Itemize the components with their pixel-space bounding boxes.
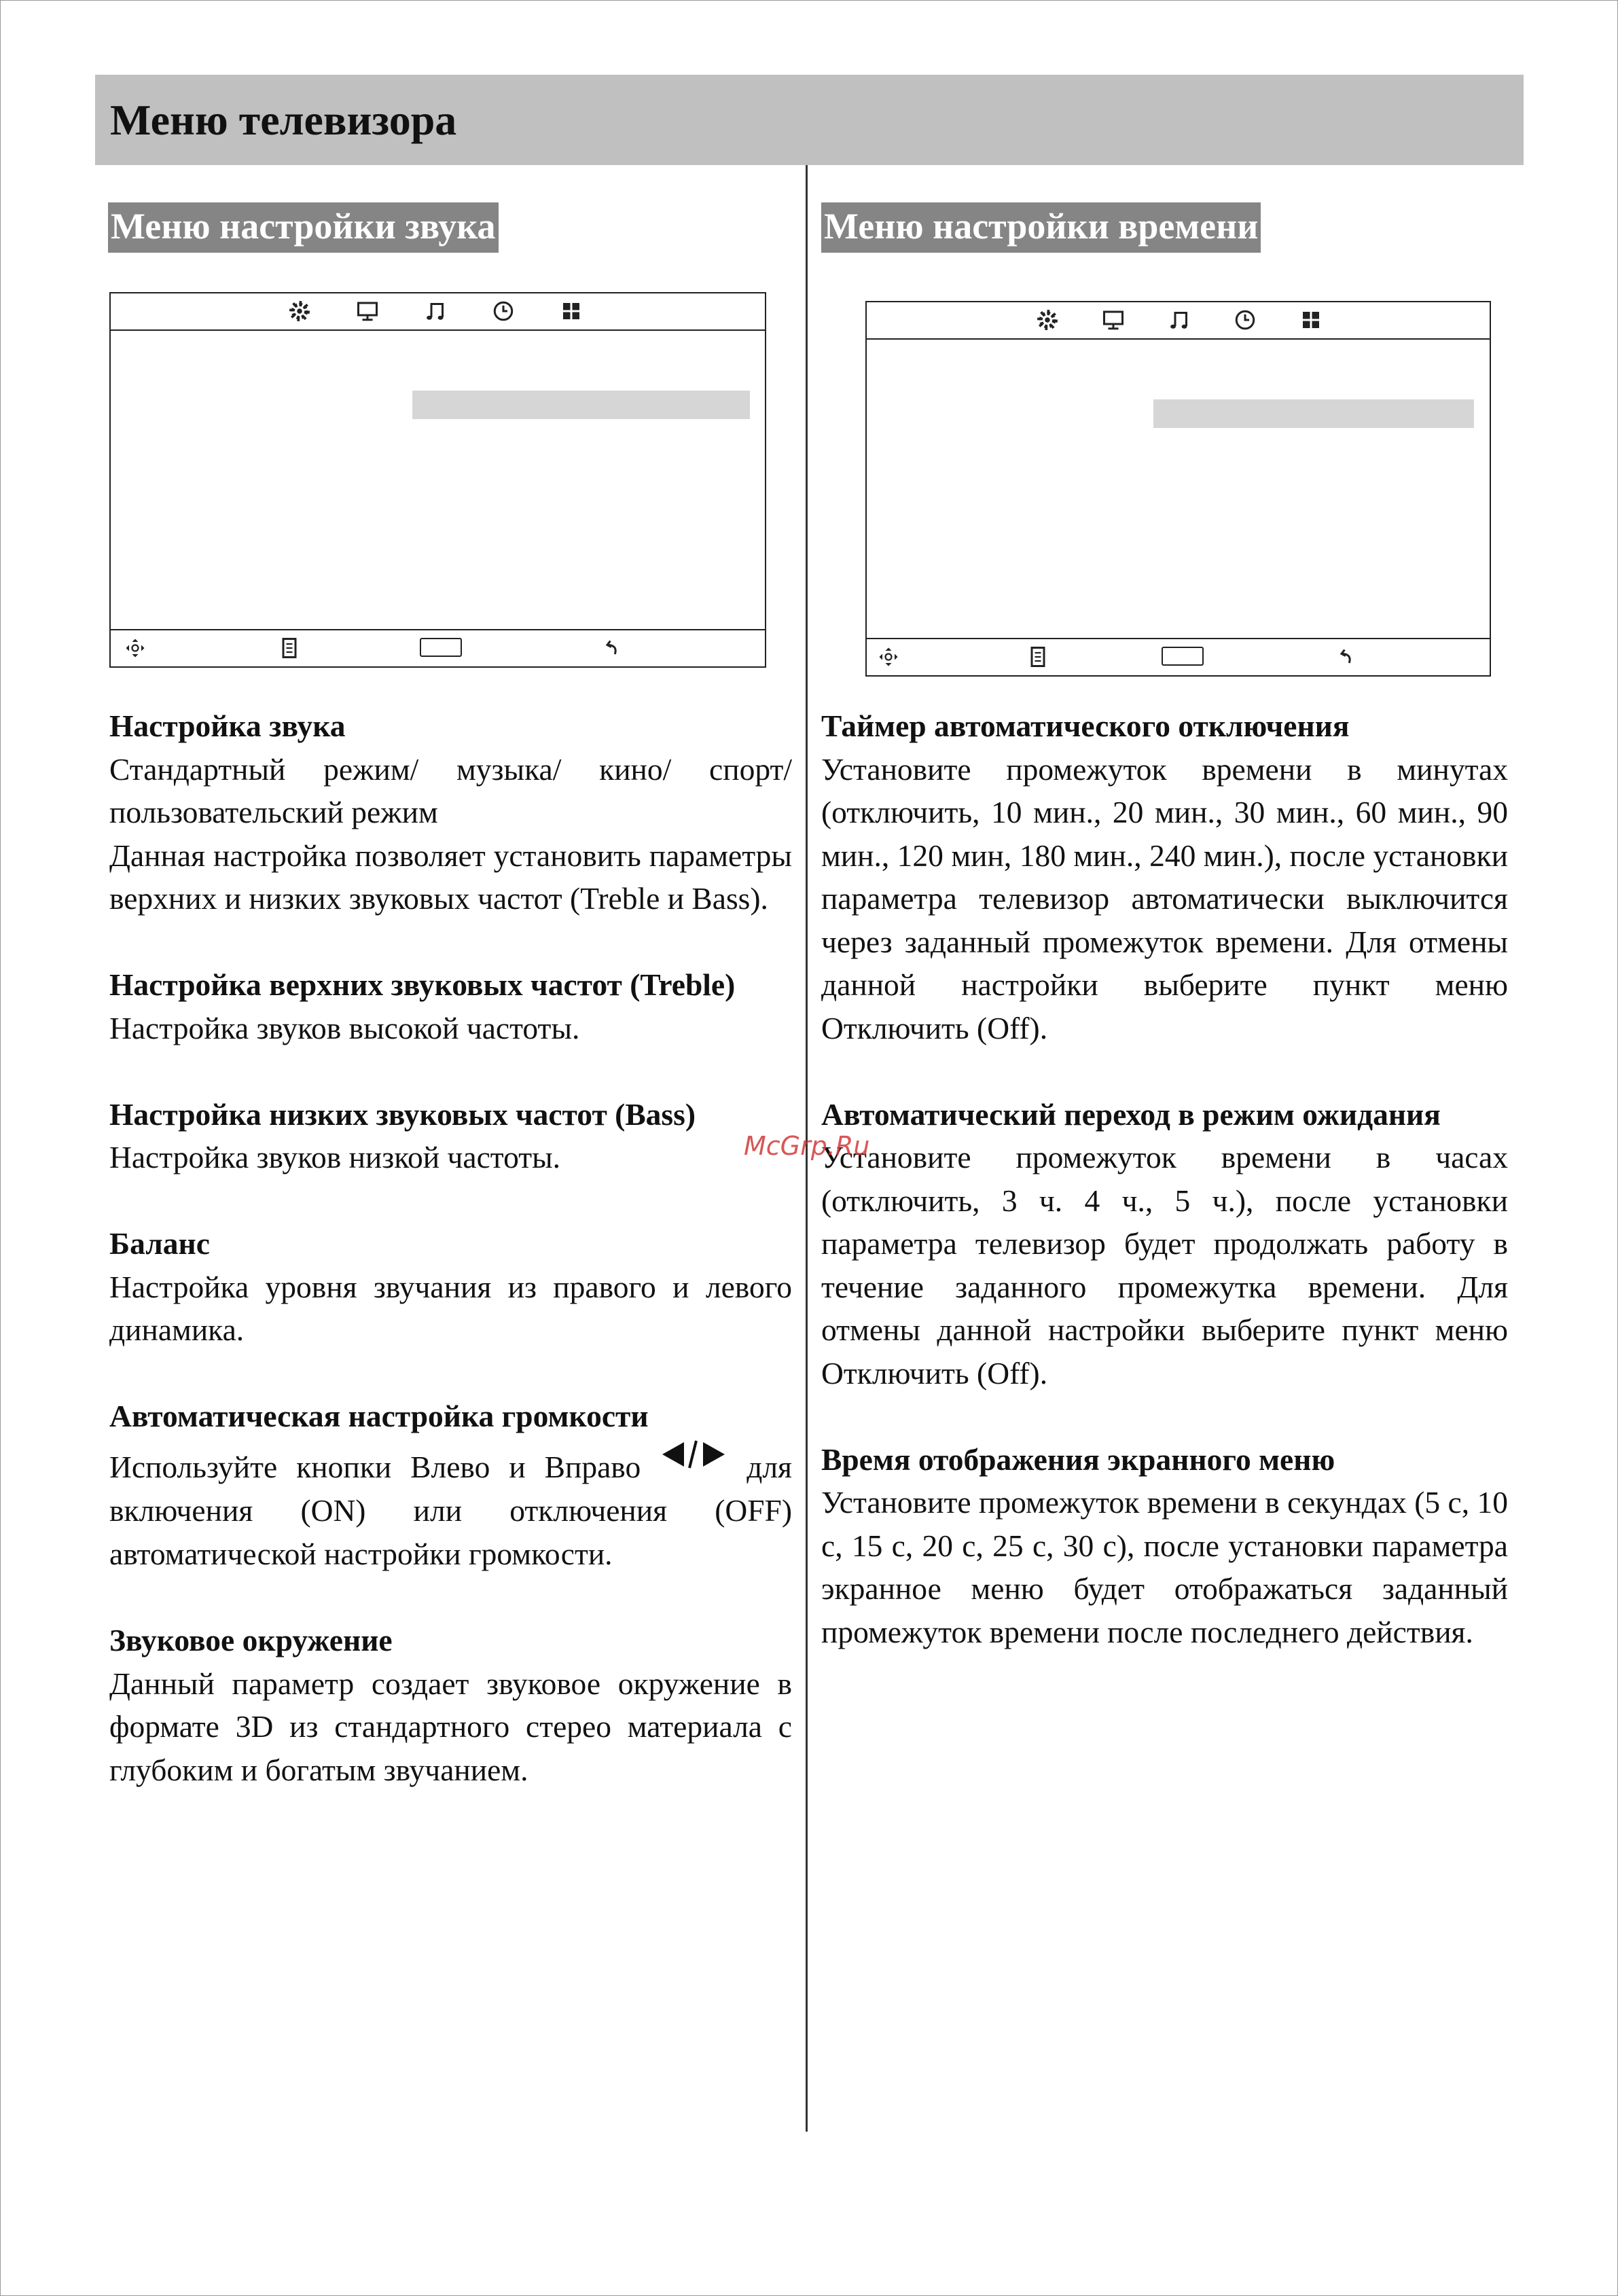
left-right-arrows-icon — [660, 1438, 727, 1471]
section-body: Настройка звуков высокой частоты. — [109, 1010, 580, 1045]
auto-volume-description — [109, 1438, 792, 1576]
time-menu-diagram — [865, 301, 1491, 677]
menu-icon — [1026, 645, 1050, 669]
section-heading: Настройка звука — [109, 708, 346, 743]
section-heading: Настройка низких звуковых частот (Bass) — [109, 1096, 696, 1132]
section-heading: Таймер автоматического отключения — [821, 708, 1350, 743]
section-body: Данный параметр создает звуковое окружение в формате 3D из стандартного стерео материала с глубоким и богатым звучанием. — [109, 1666, 792, 1787]
section-heading: Баланс — [109, 1226, 210, 1261]
paragraph-gap — [109, 1576, 792, 1619]
sound-menu-diagram — [109, 292, 766, 668]
watermark: McGrp.Ru — [744, 1131, 870, 1161]
move-icon — [123, 636, 147, 660]
grid-icon — [559, 299, 583, 323]
menu-selected-row — [1153, 399, 1474, 428]
menu-selected-row — [412, 391, 750, 419]
monitor-icon — [1101, 308, 1126, 332]
section-heading: Автоматическая настройка громкости — [109, 1399, 649, 1433]
menu-hint-bar — [867, 638, 1490, 675]
ok-button — [1162, 647, 1204, 666]
section-body: Установите промежуток времени в секундах (5 с, 10 с, 15 с, 20 с, 25 с, 30 с), после установки параметра экранное меню будет отображаться заданный промежуток времени после последнего действия. — [821, 1485, 1508, 1649]
section-body: Установите промежуток времени в минутах (отключить, 10 мин., 20 мин., 30 мин., 60 мин., 90 мин., 120 мин, 180 мин., 240 мин.), после установки параметра телевизор автоматически выключится через заданный промежуток времени. Для отмены данной настройки выберите пункт меню Отключить (Off). — [821, 751, 1508, 1045]
auto-volume-text-after: для включения (ON) или отключения (OFF) автоматической настройки громкости. — [109, 1449, 792, 1571]
sound-settings-text — [109, 704, 792, 1791]
sound-menu-title: Меню настройки звука — [108, 202, 499, 253]
paragraph-gap — [821, 1050, 1508, 1093]
time-settings-paragraphs — [821, 704, 1508, 1653]
paragraph-gap — [109, 1050, 792, 1093]
time-menu-title: Меню настройки времени — [821, 202, 1261, 253]
section-heading: Звуковое окружение — [109, 1623, 393, 1657]
section-body: Настройка уровня звучания из правого и левого динамика. — [109, 1269, 792, 1347]
sound-settings-paragraphs — [109, 704, 792, 1438]
clock-icon — [491, 299, 516, 323]
paragraph-gap — [109, 920, 792, 964]
section-body: Настройка звуков низкой частоты. — [109, 1140, 561, 1174]
section-heading: Настройка верхних звуковых частот (Treble) — [109, 967, 736, 1002]
section-body: Установите промежуток времени в часах (отключить, 3 ч. 4 ч., 5 ч.), после установки параметра телевизор будет продолжать работу в течение заданного промежутка времени. Для отмены данной настройки выберите пункт меню Отключить (Off). — [821, 1140, 1508, 1391]
page-title: Меню телевизора — [110, 96, 457, 144]
time-settings-text — [821, 704, 1508, 1653]
paragraph-gap — [109, 1179, 792, 1223]
return-icon — [601, 636, 626, 660]
surround-paragraphs — [109, 1576, 792, 1792]
return-icon — [1335, 645, 1360, 669]
gear-icon — [1035, 308, 1060, 332]
music-note-icon — [423, 299, 448, 323]
menu-icon — [277, 636, 302, 660]
section-heading: Автоматический переход в режим ожидания — [821, 1096, 1441, 1132]
section-body: Данная настройка позволяет установить параметры верхних и низких звуковых частот (Treble и Bass). — [109, 838, 792, 916]
ok-button — [420, 638, 462, 657]
section-body: Стандартный режим/ музыка/ кино/ спорт/ пользовательский режим — [109, 751, 792, 829]
menu-hint-bar — [111, 629, 765, 666]
header-bar — [95, 75, 1524, 165]
menu-tab-bar — [111, 293, 765, 331]
menu-tab-bar — [867, 302, 1490, 340]
gear-icon — [287, 299, 312, 323]
paragraph-gap — [821, 1395, 1508, 1438]
monitor-icon — [355, 299, 380, 323]
clock-icon — [1233, 308, 1257, 332]
paragraph-gap — [109, 1352, 792, 1395]
move-icon — [876, 645, 901, 669]
auto-volume-text-before: Используйте кнопки Влево и Вправо — [109, 1449, 641, 1484]
section-heading: Время отображения экранного меню — [821, 1441, 1335, 1477]
music-note-icon — [1167, 308, 1191, 332]
grid-icon — [1299, 308, 1323, 332]
